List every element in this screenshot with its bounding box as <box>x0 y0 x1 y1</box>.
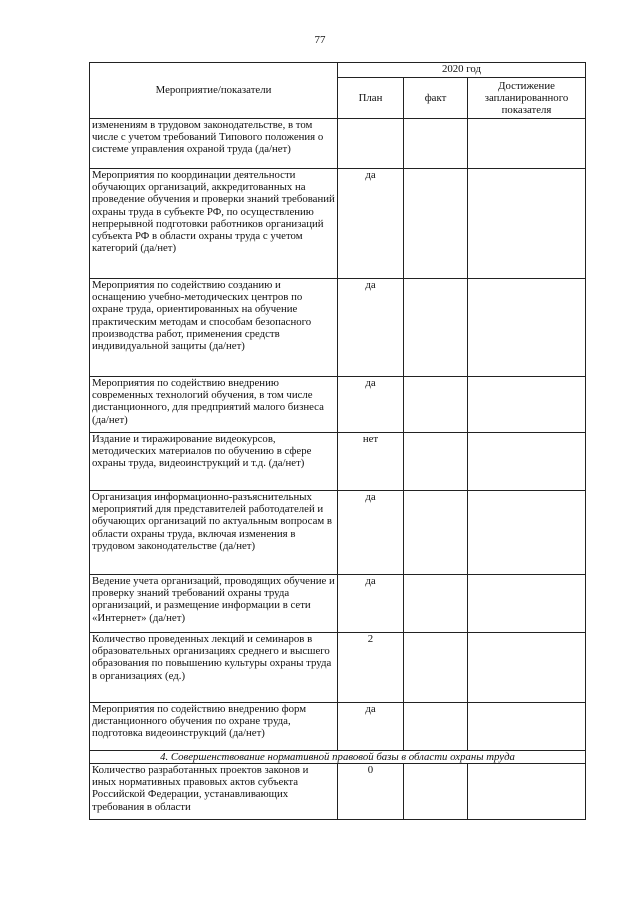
row-fact-cell <box>404 377 468 433</box>
row-achievement-cell <box>468 633 586 703</box>
row-fact-cell <box>404 169 468 279</box>
row-achievement-cell <box>468 377 586 433</box>
header-indicator: Мероприятие/показатели <box>90 63 338 119</box>
table-row <box>90 703 586 751</box>
row-plan-cell: да <box>338 703 404 751</box>
row-achievement-cell <box>468 764 586 820</box>
row-plan-cell: да <box>338 491 404 575</box>
table-row <box>90 764 586 820</box>
row-fact-cell <box>404 633 468 703</box>
row-fact-cell <box>404 575 468 633</box>
row-fact-cell <box>404 491 468 575</box>
row-fact-cell <box>404 279 468 377</box>
table-row <box>90 633 586 703</box>
table-row <box>90 119 586 169</box>
row-plan-cell: нет <box>338 433 404 491</box>
section-row <box>90 751 586 764</box>
row-indicator-text: Мероприятия по содействию внедрению современных технологий обучения, в том числе дистанционного, для предприятий малого бизнеса (да/нет) <box>90 377 338 433</box>
row-indicator-text: Мероприятия по содействию созданию и оснащению учебно-методических центров по охране труда, ориентированных на обучение практическим методам и способам безопасного производства работ, применения средств индивидуальной защиты (да/нет) <box>90 279 338 377</box>
row-achievement-cell <box>468 575 586 633</box>
row-plan-cell: да <box>338 575 404 633</box>
header-year: 2020 год <box>338 63 586 78</box>
header-row-1 <box>90 63 586 78</box>
header-fact: факт <box>404 78 468 119</box>
row-fact-cell <box>404 119 468 169</box>
page-number: 77 <box>314 34 326 46</box>
row-fact-cell <box>404 764 468 820</box>
row-indicator-text: Количество проведенных лекций и семинаров в образовательных организациях среднего и высшего образования по повышению культуры охраны труда в организациях (ед.) <box>90 633 338 703</box>
row-fact-cell <box>404 703 468 751</box>
row-achievement-cell <box>468 119 586 169</box>
table-row <box>90 491 586 575</box>
row-indicator-text: Издание и тиражирование видеокурсов, методических материалов по обучению в сфере охраны труда, видеоинструкций и т.д. (да/нет) <box>90 433 338 491</box>
table-row <box>90 279 586 377</box>
row-indicator-text: Мероприятия по координации деятельности обучающих организаций, аккредитованных на проведение обучения и проверки знаний требований охраны труда в субъекте РФ, по осуществлению непрерывной подготовки работников организаций субъекта РФ в области охраны труда с учетом категорий (да/нет) <box>90 169 338 279</box>
row-fact-cell <box>404 433 468 491</box>
section-title: 4. Совершенствование нормативной правовой базы в области охраны труда <box>90 751 586 764</box>
row-plan-cell: да <box>338 169 404 279</box>
row-achievement-cell <box>468 279 586 377</box>
row-plan-cell: да <box>338 377 404 433</box>
row-plan-cell: да <box>338 279 404 377</box>
row-plan-cell: 0 <box>338 764 404 820</box>
header-achievement: Достижение запланированного показателя <box>468 78 586 119</box>
row-indicator-text: изменениям в трудовом законодательстве, в том числе с учетом требований Типового положения о системе управления охраной труда (да/нет) <box>90 119 338 169</box>
row-achievement-cell <box>468 169 586 279</box>
table-row <box>90 169 586 279</box>
row-indicator-text: Мероприятия по содействию внедрению форм дистанционного обучения по охране труда, подготовка видеоинструкций (да/нет) <box>90 703 338 751</box>
row-indicator-text: Ведение учета организаций, проводящих обучение и проверку знаний требований охраны труда организаций, и размещение информации в сети «Интернет» (да/нет) <box>90 575 338 633</box>
indicators-table <box>89 62 586 820</box>
table-row <box>90 433 586 491</box>
row-achievement-cell <box>468 703 586 751</box>
table-row <box>90 575 586 633</box>
row-achievement-cell <box>468 433 586 491</box>
table-row <box>90 377 586 433</box>
row-indicator-text: Организация информационно-разъяснительных мероприятий для представителей работодателей и обучающих организаций по актуальным вопросам в области охраны труда, включая изменения в трудовом законодательстве (да/нет) <box>90 491 338 575</box>
row-plan-cell <box>338 119 404 169</box>
row-plan-cell: 2 <box>338 633 404 703</box>
row-achievement-cell <box>468 491 586 575</box>
header-plan: План <box>338 78 404 119</box>
row-indicator-text: Количество разработанных проектов законов и иных нормативных правовых актов субъекта Российской Федерации, устанавливающих требования в области <box>90 764 338 820</box>
